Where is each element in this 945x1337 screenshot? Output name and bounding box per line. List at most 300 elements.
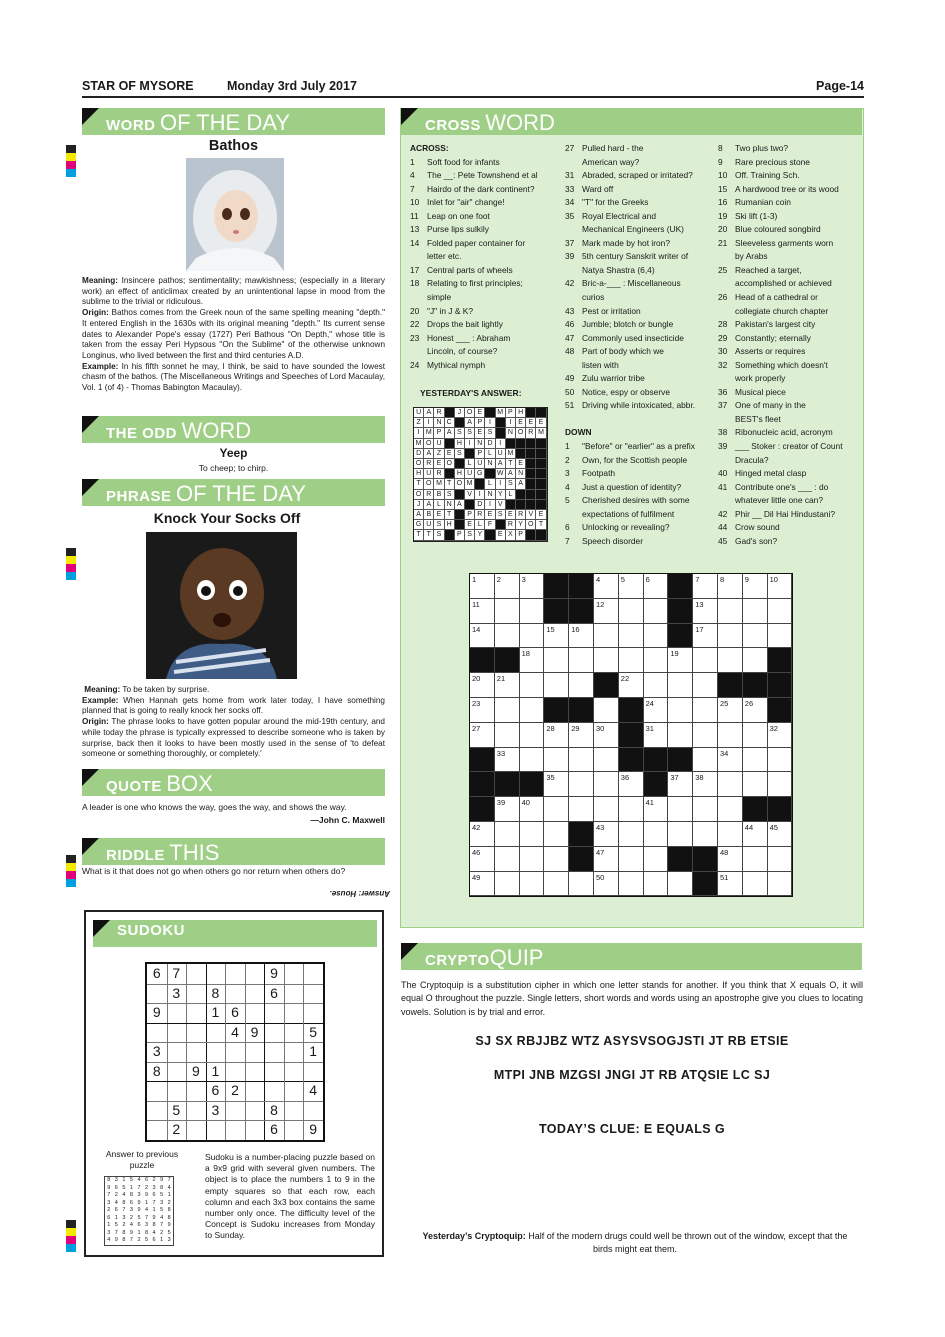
- sudoku-cell[interactable]: [206, 1023, 226, 1043]
- crossword-cell[interactable]: [743, 648, 768, 673]
- sudoku-cell[interactable]: [167, 1023, 187, 1043]
- previous-sudoku-cell: 4: [152, 1229, 156, 1236]
- sudoku-cell[interactable]: [264, 1003, 284, 1023]
- crossword-cell[interactable]: [495, 723, 520, 748]
- sudoku-cell[interactable]: [303, 964, 323, 984]
- clue-item: 1 "Before" or "earlier" as a prefix: [565, 441, 695, 452]
- sudoku-cell[interactable]: [284, 1120, 304, 1140]
- sudoku-cell[interactable]: 6: [231, 1004, 239, 1021]
- previous-sudoku-cell: 2: [129, 1214, 133, 1221]
- crossword-cell[interactable]: 32: [768, 723, 793, 748]
- sudoku-cell[interactable]: [245, 1081, 265, 1101]
- crossword-cell[interactable]: [668, 673, 693, 698]
- riddle-question: What is it that does not go when others go nor return when others do?: [82, 866, 346, 876]
- previous-sudoku-cell: 9: [129, 1229, 133, 1236]
- answer-cell: U: [424, 469, 434, 479]
- answer-cell: [526, 459, 536, 469]
- sudoku-cell[interactable]: [284, 1062, 304, 1082]
- answer-cell: V: [465, 490, 475, 500]
- previous-sudoku-cell: 6: [107, 1214, 111, 1221]
- previous-sudoku-cell: 9: [160, 1177, 164, 1183]
- sudoku-cell[interactable]: [186, 1120, 206, 1140]
- sudoku-cell[interactable]: 4: [231, 1023, 239, 1040]
- crossword-cell[interactable]: [693, 673, 718, 698]
- riddle-banner: RIDDLE THIS: [82, 838, 385, 865]
- crossword-cell[interactable]: [594, 748, 619, 773]
- crossword-cell[interactable]: [544, 648, 569, 673]
- crossword-cell[interactable]: 44: [743, 822, 768, 847]
- crossword-cell[interactable]: 24: [644, 698, 669, 723]
- sudoku-cell[interactable]: [303, 1101, 323, 1121]
- answer-cell: Y: [516, 520, 526, 530]
- sudoku-cell[interactable]: 4: [309, 1082, 318, 1099]
- crossword-cell[interactable]: 2: [495, 574, 520, 599]
- crossword-cell[interactable]: [495, 872, 520, 897]
- cryptoquip-clue: TODAY’S CLUE: E EQUALS G: [538, 1122, 726, 1136]
- crossword-block: [470, 748, 495, 773]
- color-bar: [66, 855, 76, 887]
- crossword-cell[interactable]: [743, 723, 768, 748]
- sudoku-cell[interactable]: [264, 1023, 284, 1043]
- crossword-cell[interactable]: 26: [743, 698, 768, 723]
- crossword-block: [594, 673, 619, 698]
- crossword-cell[interactable]: [693, 698, 718, 723]
- crossword-cell[interactable]: 20: [470, 673, 495, 698]
- crossword-cell[interactable]: 13: [693, 599, 718, 624]
- previous-sudoku-cell: 3: [152, 1184, 156, 1191]
- previous-sudoku-cell: 2: [160, 1229, 164, 1236]
- crossword-cell[interactable]: [743, 599, 768, 624]
- crossword-cell[interactable]: [520, 624, 545, 649]
- crossword-cell[interactable]: 33: [495, 748, 520, 773]
- sudoku-cell[interactable]: [303, 984, 323, 1004]
- crossword-cell[interactable]: [544, 847, 569, 872]
- sudoku-cell[interactable]: 5: [309, 1023, 318, 1040]
- previous-sudoku-cell: 4: [137, 1177, 141, 1183]
- sudoku-cell[interactable]: [303, 1003, 323, 1023]
- crossword-cell[interactable]: [495, 624, 520, 649]
- crossword-cell[interactable]: 12: [594, 599, 619, 624]
- previous-sudoku-cell: 4: [129, 1222, 133, 1229]
- crossword-block: [619, 748, 644, 773]
- sudoku-cell[interactable]: [147, 1120, 167, 1140]
- sudoku-cell[interactable]: [284, 1081, 304, 1101]
- sudoku-info: Sudoku is a number-placing puzzle based on a 9x9 grid with several given numbers. The object is to place the numbers 1 to 9 in the empty squares so that each row, each column and each 3x3 box contains the same number only once. The difficulty level of the Concept is Sudoku increases from Monday to Sunday.: [205, 1152, 375, 1241]
- sudoku-cell[interactable]: [245, 964, 265, 984]
- crossword-cell[interactable]: [594, 772, 619, 797]
- sudoku-cell[interactable]: 6: [152, 965, 161, 981]
- crossword-cell[interactable]: [718, 624, 743, 649]
- sudoku-cell[interactable]: [206, 1120, 226, 1140]
- crossword-cell[interactable]: 36: [619, 772, 644, 797]
- crossword-cell[interactable]: 46: [470, 847, 495, 872]
- crossword-cell[interactable]: 19: [668, 648, 693, 673]
- sudoku-cell[interactable]: [225, 1062, 245, 1082]
- crossword-cell[interactable]: 45: [768, 822, 793, 847]
- sudoku-cell[interactable]: [186, 1042, 206, 1062]
- clues-col2: 27 Pulled hard - the American way? 31 Abraded, scraped or irritated? 33 Ward off 34 "T" for the Greeks 35 Royal Electrical and Mechanical Engineers (UK) 37 Mark made by hot iron? 39 5th century Sanskrit writer of Natya Shastra (6,4) 42 Bric-a-___ : Miscellaneous curios 43 Pest or irritation 46 Jumble; blotch or bungle 47 Commonly used insecticide 48 Part of body which we listen with 49 Zulu warrior tribe 50 Notice, espy or observe 51 Driving while intoxicated, abbr. DOWN 1 "Before" or "earlier" as a prefix 2 Own, for the Scottish people 3 Footpath 4 Just a question of identity? 5 Cherished desires with some expectations of fulfilment 6 Unlocking or revealing? 7 Speech disorder: [565, 142, 710, 548]
- sudoku-cell[interactable]: [225, 1120, 245, 1140]
- sudoku-cell[interactable]: [225, 984, 245, 1004]
- clue-item: 22 Drops the bait lightly: [410, 319, 503, 330]
- crossword-cell[interactable]: [520, 698, 545, 723]
- sudoku-cell[interactable]: [225, 1101, 245, 1121]
- crossword-cell[interactable]: [619, 847, 644, 872]
- sudoku-cell[interactable]: [225, 1042, 245, 1062]
- answer-cell: P: [455, 530, 465, 540]
- crossword-cell[interactable]: [693, 822, 718, 847]
- sudoku-cell[interactable]: 9: [191, 1062, 200, 1079]
- answer-cell: A: [424, 408, 434, 418]
- sudoku-cell[interactable]: 3: [211, 1101, 220, 1118]
- answer-cell: E: [465, 520, 475, 530]
- crossword-cell[interactable]: 40: [520, 797, 545, 822]
- crossword-cell[interactable]: [569, 772, 594, 797]
- answer-cell: P: [516, 530, 526, 540]
- crossword-cell[interactable]: 35: [544, 772, 569, 797]
- clue-item: 48 Part of body which we: [565, 346, 664, 357]
- crossword-cell[interactable]: [520, 748, 545, 773]
- sudoku-cell[interactable]: 9: [270, 965, 278, 981]
- clue-item: 43 Pest or irritation: [565, 305, 641, 316]
- crossword-cell[interactable]: [619, 624, 644, 649]
- previous-sudoku-cell: 9: [114, 1237, 118, 1244]
- crossword-cell[interactable]: 34: [718, 748, 743, 773]
- crossword-cell[interactable]: [594, 797, 619, 822]
- answer-cell: E: [506, 510, 516, 520]
- answer-cell: V: [526, 510, 536, 520]
- sudoku-cell[interactable]: 6: [211, 1082, 220, 1099]
- crossword-cell[interactable]: [768, 599, 793, 624]
- crossword-block: [768, 673, 793, 698]
- previous-sudoku-cell: 1: [122, 1177, 126, 1183]
- crossword-cell[interactable]: 23: [470, 698, 495, 723]
- crossword-cell[interactable]: [693, 723, 718, 748]
- crossword-cell[interactable]: [495, 847, 520, 872]
- answer-cell: O: [465, 408, 475, 418]
- sudoku-cell[interactable]: [245, 1042, 265, 1062]
- crossword-cell[interactable]: 21: [495, 673, 520, 698]
- previous-sudoku-cell: 1: [114, 1214, 118, 1221]
- crossword-cell[interactable]: [718, 772, 743, 797]
- crossword-cell[interactable]: 28: [544, 723, 569, 748]
- crossword-cell[interactable]: 49: [470, 872, 495, 897]
- crossword-cell[interactable]: [619, 648, 644, 673]
- crossword-cell[interactable]: 50: [594, 872, 619, 897]
- crossword-cell[interactable]: [569, 673, 594, 698]
- crossword-cell[interactable]: 5: [619, 574, 644, 599]
- crossword-cell[interactable]: 8: [718, 574, 743, 599]
- answer-cell: [526, 479, 536, 489]
- answer-cell: H: [414, 469, 424, 479]
- crossword-cell[interactable]: 38: [693, 772, 718, 797]
- crossword-cell[interactable]: [520, 599, 545, 624]
- answer-cell: [496, 428, 506, 438]
- crossword-cell[interactable]: [743, 847, 768, 872]
- answer-cell: E: [475, 408, 485, 418]
- crossword-grid[interactable]: [469, 573, 793, 897]
- crossword-cell[interactable]: [544, 797, 569, 822]
- crossword-cell[interactable]: 42: [470, 822, 495, 847]
- crossword-cell[interactable]: 37: [668, 772, 693, 797]
- crossword-cell[interactable]: [768, 624, 793, 649]
- sudoku-cell[interactable]: 8: [270, 1101, 278, 1118]
- sudoku-banner: SUDOKU: [93, 920, 377, 947]
- answer-cell: E: [516, 418, 526, 428]
- previous-sudoku-cell: 1: [137, 1229, 141, 1236]
- crossword-cell[interactable]: [768, 772, 793, 797]
- sudoku-cell[interactable]: 5: [172, 1101, 181, 1118]
- sudoku-cell[interactable]: [245, 1120, 265, 1140]
- crossword-cell[interactable]: [619, 822, 644, 847]
- crossword-cell[interactable]: [520, 723, 545, 748]
- crossword-cell[interactable]: 17: [693, 624, 718, 649]
- clue-item: 37 One of many in the: [718, 400, 806, 411]
- sudoku-cell[interactable]: 1: [309, 1043, 318, 1060]
- crossword-cell[interactable]: 25: [718, 698, 743, 723]
- sudoku-cell[interactable]: 6: [270, 1121, 278, 1138]
- sudoku-cell[interactable]: [225, 964, 245, 984]
- sudoku-cell[interactable]: [147, 1081, 167, 1101]
- crossword-cell[interactable]: 41: [644, 797, 669, 822]
- answer-cell: E: [496, 530, 506, 540]
- crossword-cell[interactable]: 4: [594, 574, 619, 599]
- crossword-cell[interactable]: [668, 698, 693, 723]
- sudoku-cell[interactable]: [245, 1003, 265, 1023]
- answer-cell: [455, 490, 465, 500]
- answer-cell: T: [414, 530, 424, 540]
- answer-cell: N: [506, 428, 516, 438]
- crossword-cell[interactable]: [668, 723, 693, 748]
- crossword-cell[interactable]: 9: [743, 574, 768, 599]
- crossword-cell[interactable]: 29: [569, 723, 594, 748]
- sudoku-cell[interactable]: [186, 1101, 206, 1121]
- crossword-cell[interactable]: 14: [470, 624, 495, 649]
- crossword-cell[interactable]: 1: [470, 574, 495, 599]
- crossword-cell[interactable]: [644, 673, 669, 698]
- sudoku-cell[interactable]: [186, 964, 206, 984]
- crossword-cell[interactable]: 39: [495, 797, 520, 822]
- clue-item: 15 A hardwood tree or its wood: [718, 183, 839, 194]
- answer-cell: [536, 439, 546, 449]
- sudoku-cell[interactable]: 2: [172, 1121, 181, 1138]
- clue-item: work properly: [735, 373, 786, 384]
- crossword-cell[interactable]: [644, 599, 669, 624]
- crossword-cell[interactable]: [569, 648, 594, 673]
- crossword-cell[interactable]: 30: [594, 723, 619, 748]
- sudoku-cell[interactable]: [186, 1081, 206, 1101]
- crossword-cell[interactable]: [644, 624, 669, 649]
- sudoku-cell[interactable]: [284, 1101, 304, 1121]
- sudoku-cell[interactable]: [245, 1062, 265, 1082]
- sudoku-cell[interactable]: [167, 1003, 187, 1023]
- clue-item: BEST's fleet: [735, 413, 781, 424]
- crossword-cell[interactable]: 16: [569, 624, 594, 649]
- sudoku-cell[interactable]: [167, 1042, 187, 1062]
- crossword-cell[interactable]: [693, 648, 718, 673]
- sudoku-cell[interactable]: [284, 1023, 304, 1043]
- crossword-cell[interactable]: [544, 748, 569, 773]
- crossword-cell[interactable]: [743, 872, 768, 897]
- sudoku-cell[interactable]: [186, 984, 206, 1004]
- crossword-cell[interactable]: [544, 822, 569, 847]
- clue-item: Lincoln, of course?: [427, 346, 498, 357]
- answer-cell: W: [496, 469, 506, 479]
- crossword-cell[interactable]: [718, 797, 743, 822]
- sudoku-cell[interactable]: [284, 984, 304, 1004]
- sudoku-cell[interactable]: [206, 1042, 226, 1062]
- sudoku-cell[interactable]: 9: [309, 1121, 318, 1138]
- crossword-cell[interactable]: 48: [718, 847, 743, 872]
- crossword-cell[interactable]: [768, 748, 793, 773]
- sudoku-cell[interactable]: 8: [211, 984, 220, 1001]
- crossword-cell[interactable]: [644, 822, 669, 847]
- crossword-cell[interactable]: 15: [544, 624, 569, 649]
- answer-cell: P: [434, 428, 444, 438]
- clue-item: 17 Central parts of wheels: [410, 264, 513, 275]
- previous-sudoku-cell: 1: [160, 1237, 164, 1244]
- crossword-cell[interactable]: 31: [644, 723, 669, 748]
- crossword-cell[interactable]: [718, 648, 743, 673]
- answer-cell: U: [414, 408, 424, 418]
- answer-cell: S: [496, 510, 506, 520]
- crossword-cell[interactable]: [743, 772, 768, 797]
- sudoku-cell[interactable]: [167, 1081, 187, 1101]
- sudoku-cell[interactable]: [245, 984, 265, 1004]
- answer-cell: [465, 500, 475, 510]
- sudoku-cell[interactable]: [147, 1101, 167, 1121]
- sudoku-cell[interactable]: [147, 984, 167, 1004]
- sudoku-cell[interactable]: [264, 1062, 284, 1082]
- crossword-cell[interactable]: [644, 847, 669, 872]
- crossword-cell[interactable]: [619, 872, 644, 897]
- previous-sudoku-cell: 2: [144, 1184, 149, 1191]
- crossword-block: [544, 698, 569, 723]
- crossword-cell[interactable]: [768, 872, 793, 897]
- answer-cell: H: [516, 408, 526, 418]
- crossword-cell[interactable]: [569, 797, 594, 822]
- crossword-cell[interactable]: [644, 872, 669, 897]
- crossword-cell[interactable]: [520, 872, 545, 897]
- crossword-cell[interactable]: [768, 847, 793, 872]
- sudoku-cell[interactable]: 3: [152, 1043, 161, 1060]
- crossword-cell[interactable]: [743, 748, 768, 773]
- sudoku-cell[interactable]: [284, 1042, 304, 1062]
- crossword-cell[interactable]: [619, 797, 644, 822]
- answer-cell: S: [455, 449, 465, 459]
- answer-cell: R: [424, 459, 434, 469]
- crossword-cell[interactable]: 22: [619, 673, 644, 698]
- previous-sudoku-cell: 6: [144, 1177, 149, 1183]
- answer-cell: E: [526, 418, 536, 428]
- sudoku-cell[interactable]: 9: [250, 1023, 259, 1040]
- sudoku-cell[interactable]: [167, 1062, 187, 1082]
- clue-item: 20 Blue coloured songbird: [718, 224, 821, 235]
- crossword-cell[interactable]: [718, 599, 743, 624]
- crossword-cell[interactable]: [644, 648, 669, 673]
- sudoku-cell[interactable]: 2: [231, 1082, 239, 1099]
- crossword-cell[interactable]: [668, 872, 693, 897]
- crossword-cell[interactable]: [569, 748, 594, 773]
- crossword-cell[interactable]: 10: [768, 574, 793, 599]
- sudoku-cell[interactable]: 6: [270, 984, 278, 1001]
- sudoku-grid[interactable]: [145, 962, 325, 1142]
- crossword-cell[interactable]: [718, 723, 743, 748]
- crossword-cell[interactable]: [544, 872, 569, 897]
- crossword-cell[interactable]: 6: [644, 574, 669, 599]
- crossword-block: [544, 574, 569, 599]
- crossword-cell[interactable]: 11: [470, 599, 495, 624]
- crossword-cell[interactable]: [495, 599, 520, 624]
- sudoku-cell[interactable]: [264, 1042, 284, 1062]
- crossword-cell[interactable]: 47: [594, 847, 619, 872]
- answer-cell: O: [414, 490, 424, 500]
- sudoku-cell[interactable]: [284, 964, 304, 984]
- sudoku-cell[interactable]: 7: [172, 965, 181, 981]
- color-bar: [66, 145, 76, 177]
- sudoku-cell[interactable]: 3: [172, 984, 181, 1001]
- crossword-block: [470, 648, 495, 673]
- sudoku-cell[interactable]: [264, 1081, 284, 1101]
- sudoku-cell[interactable]: 1: [211, 1062, 220, 1079]
- crossword-cell[interactable]: [668, 797, 693, 822]
- crossword-cell[interactable]: [520, 673, 545, 698]
- page-header: [82, 78, 864, 98]
- previous-sudoku-cell: 7: [107, 1192, 111, 1199]
- sudoku-cell[interactable]: 1: [211, 1004, 220, 1021]
- crossword-cell[interactable]: [495, 698, 520, 723]
- crossword-cell[interactable]: [520, 822, 545, 847]
- sudoku-cell[interactable]: [206, 964, 226, 984]
- crossword-cell[interactable]: [693, 748, 718, 773]
- crossword-cell[interactable]: [718, 822, 743, 847]
- crossword-cell[interactable]: 18: [520, 648, 545, 673]
- crossword-cell[interactable]: [619, 599, 644, 624]
- crossword-cell[interactable]: [544, 673, 569, 698]
- clue-item: 42 Phir __ Dil Hai Hindustani?: [718, 508, 836, 519]
- sudoku-cell[interactable]: 8: [152, 1062, 161, 1079]
- crossword-cell[interactable]: [594, 698, 619, 723]
- crossword-cell[interactable]: [594, 648, 619, 673]
- page-number: Page-14: [816, 79, 864, 93]
- crossword-cell[interactable]: [520, 847, 545, 872]
- crossword-cell[interactable]: [668, 822, 693, 847]
- sudoku-cell[interactable]: 9: [152, 1004, 161, 1021]
- answer-cell: [516, 449, 526, 459]
- crossword-cell[interactable]: [743, 624, 768, 649]
- sudoku-cell[interactable]: [186, 1023, 206, 1043]
- sudoku-cell[interactable]: [186, 1003, 206, 1023]
- sudoku-cell[interactable]: [303, 1062, 323, 1082]
- sudoku-cell[interactable]: [147, 1023, 167, 1043]
- crossword-cell[interactable]: [569, 872, 594, 897]
- crossword-cell[interactable]: 51: [718, 872, 743, 897]
- clue-item: 50 Notice, espy or observe: [565, 386, 670, 397]
- answer-cell: V: [496, 500, 506, 510]
- crossword-cell[interactable]: 7: [693, 574, 718, 599]
- crossword-cell[interactable]: 43: [594, 822, 619, 847]
- crossword-cell[interactable]: [495, 822, 520, 847]
- sudoku-cell[interactable]: [245, 1101, 265, 1121]
- sudoku-cell[interactable]: [284, 1003, 304, 1023]
- answer-cell: T: [506, 459, 516, 469]
- crossword-cell[interactable]: [594, 624, 619, 649]
- crossword-cell[interactable]: 3: [520, 574, 545, 599]
- crossword-cell[interactable]: 27: [470, 723, 495, 748]
- crossword-cell[interactable]: [693, 797, 718, 822]
- answer-cell: L: [506, 490, 516, 500]
- previous-sudoku-cell: 6: [114, 1184, 118, 1191]
